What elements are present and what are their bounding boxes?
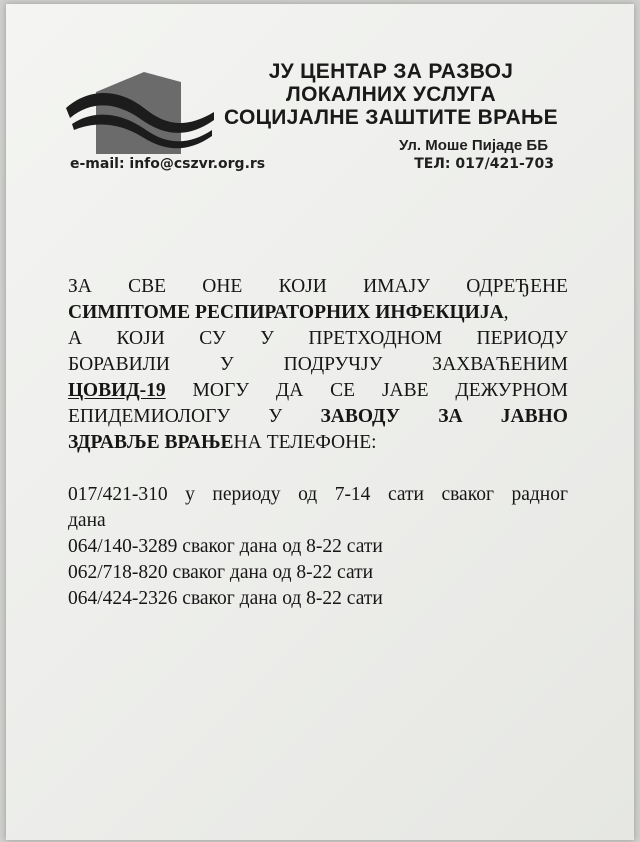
org-phone: ТЕЛ: 017/421-703 bbox=[414, 156, 554, 172]
notice-line-7 bbox=[68, 430, 568, 456]
word: КОЈИ bbox=[278, 276, 327, 297]
word: ЕПИДЕМИОЛОГУ bbox=[68, 406, 231, 427]
notice-line-6 bbox=[68, 404, 568, 430]
notice-line-2 bbox=[68, 300, 568, 326]
organization-name bbox=[206, 60, 576, 129]
symptoms-emphasis: СИМПТОМЕ РЕСПИРАТОРНИХ ИНФЕКЦИЈА bbox=[68, 302, 504, 323]
word: ЈАВЕ bbox=[381, 380, 429, 401]
org-email: e-mail: info@cszvr.org.rs bbox=[70, 156, 266, 172]
institute-emphasis: ЗДРАВЉЕ ВРАЊЕ bbox=[68, 432, 234, 453]
word: ПОДРУЧЈУ bbox=[283, 354, 383, 375]
institute-emphasis: ЈАВНО bbox=[500, 406, 568, 427]
word: У bbox=[260, 328, 274, 349]
word: периоду bbox=[212, 484, 281, 505]
institute-emphasis: ЗА bbox=[438, 406, 463, 427]
document-sheet bbox=[6, 4, 634, 840]
organization-logo bbox=[66, 68, 216, 154]
word: БОРАВИЛИ bbox=[68, 354, 170, 375]
covid-emphasis: ЦОВИД-19 bbox=[68, 380, 166, 401]
word: ЗАХВАЋЕНИМ bbox=[432, 354, 568, 375]
org-title-line-2: ЛОКАЛНИХ УСЛУГА bbox=[286, 83, 496, 106]
word: СУ bbox=[199, 328, 226, 349]
org-address: Ул. Моше Пијаде ББ bbox=[398, 137, 548, 154]
word: ЗА bbox=[68, 276, 92, 297]
institute-emphasis: ЗАВОДУ bbox=[320, 406, 400, 427]
word: од bbox=[298, 484, 318, 505]
word: У bbox=[219, 354, 234, 375]
word: ДЕЖУРНОМ bbox=[455, 380, 568, 401]
word: ПРЕТХОДНОМ bbox=[308, 328, 443, 349]
word: У bbox=[268, 406, 283, 427]
word: КОЈИ bbox=[116, 328, 165, 349]
word: СВЕ bbox=[128, 276, 167, 297]
phone-row-3: 062/718-820 сваког дана од 8-22 сати bbox=[68, 562, 374, 583]
word: ОДРЕЂЕНЕ bbox=[466, 276, 568, 297]
word: ОНЕ bbox=[202, 276, 243, 297]
word: , bbox=[503, 302, 509, 323]
word: сваког bbox=[441, 484, 494, 505]
word: 7-14 bbox=[334, 484, 371, 505]
notice-text bbox=[68, 274, 568, 456]
phone-row-2: 064/140-3289 сваког дана од 8-22 сати bbox=[68, 536, 383, 557]
phone-row-1-cont: дана bbox=[68, 510, 106, 531]
org-title-line-3: СОЦИЈАЛНЕ ЗАШТИТЕ ВРАЊЕ bbox=[224, 106, 558, 129]
notice-line-4 bbox=[68, 352, 568, 378]
notice-line-1 bbox=[68, 274, 568, 300]
word: ИМАЈУ bbox=[363, 276, 430, 297]
word: ДА bbox=[275, 380, 304, 401]
word: НА bbox=[233, 432, 262, 453]
word: сати bbox=[387, 484, 424, 505]
word: СЕ bbox=[330, 380, 356, 401]
org-title-line-1: ЈУ ЦЕНТАР ЗА РАЗВОЈ bbox=[268, 60, 514, 83]
phone-row-1 bbox=[68, 482, 568, 508]
word: ПЕРИОДУ bbox=[476, 328, 568, 349]
word: радног bbox=[511, 484, 568, 505]
word: у bbox=[185, 484, 195, 505]
phone-list bbox=[68, 482, 568, 612]
word: ТЕЛЕФОНЕ: bbox=[266, 432, 377, 453]
phone-row-4: 064/424-2326 сваког дана од 8-22 сати bbox=[68, 588, 383, 609]
word: А bbox=[68, 328, 83, 349]
notice-line-3 bbox=[68, 326, 568, 352]
notice-line-5 bbox=[68, 378, 568, 404]
phone-number: 017/421-310 bbox=[68, 484, 168, 505]
word: МОГУ bbox=[192, 380, 250, 401]
